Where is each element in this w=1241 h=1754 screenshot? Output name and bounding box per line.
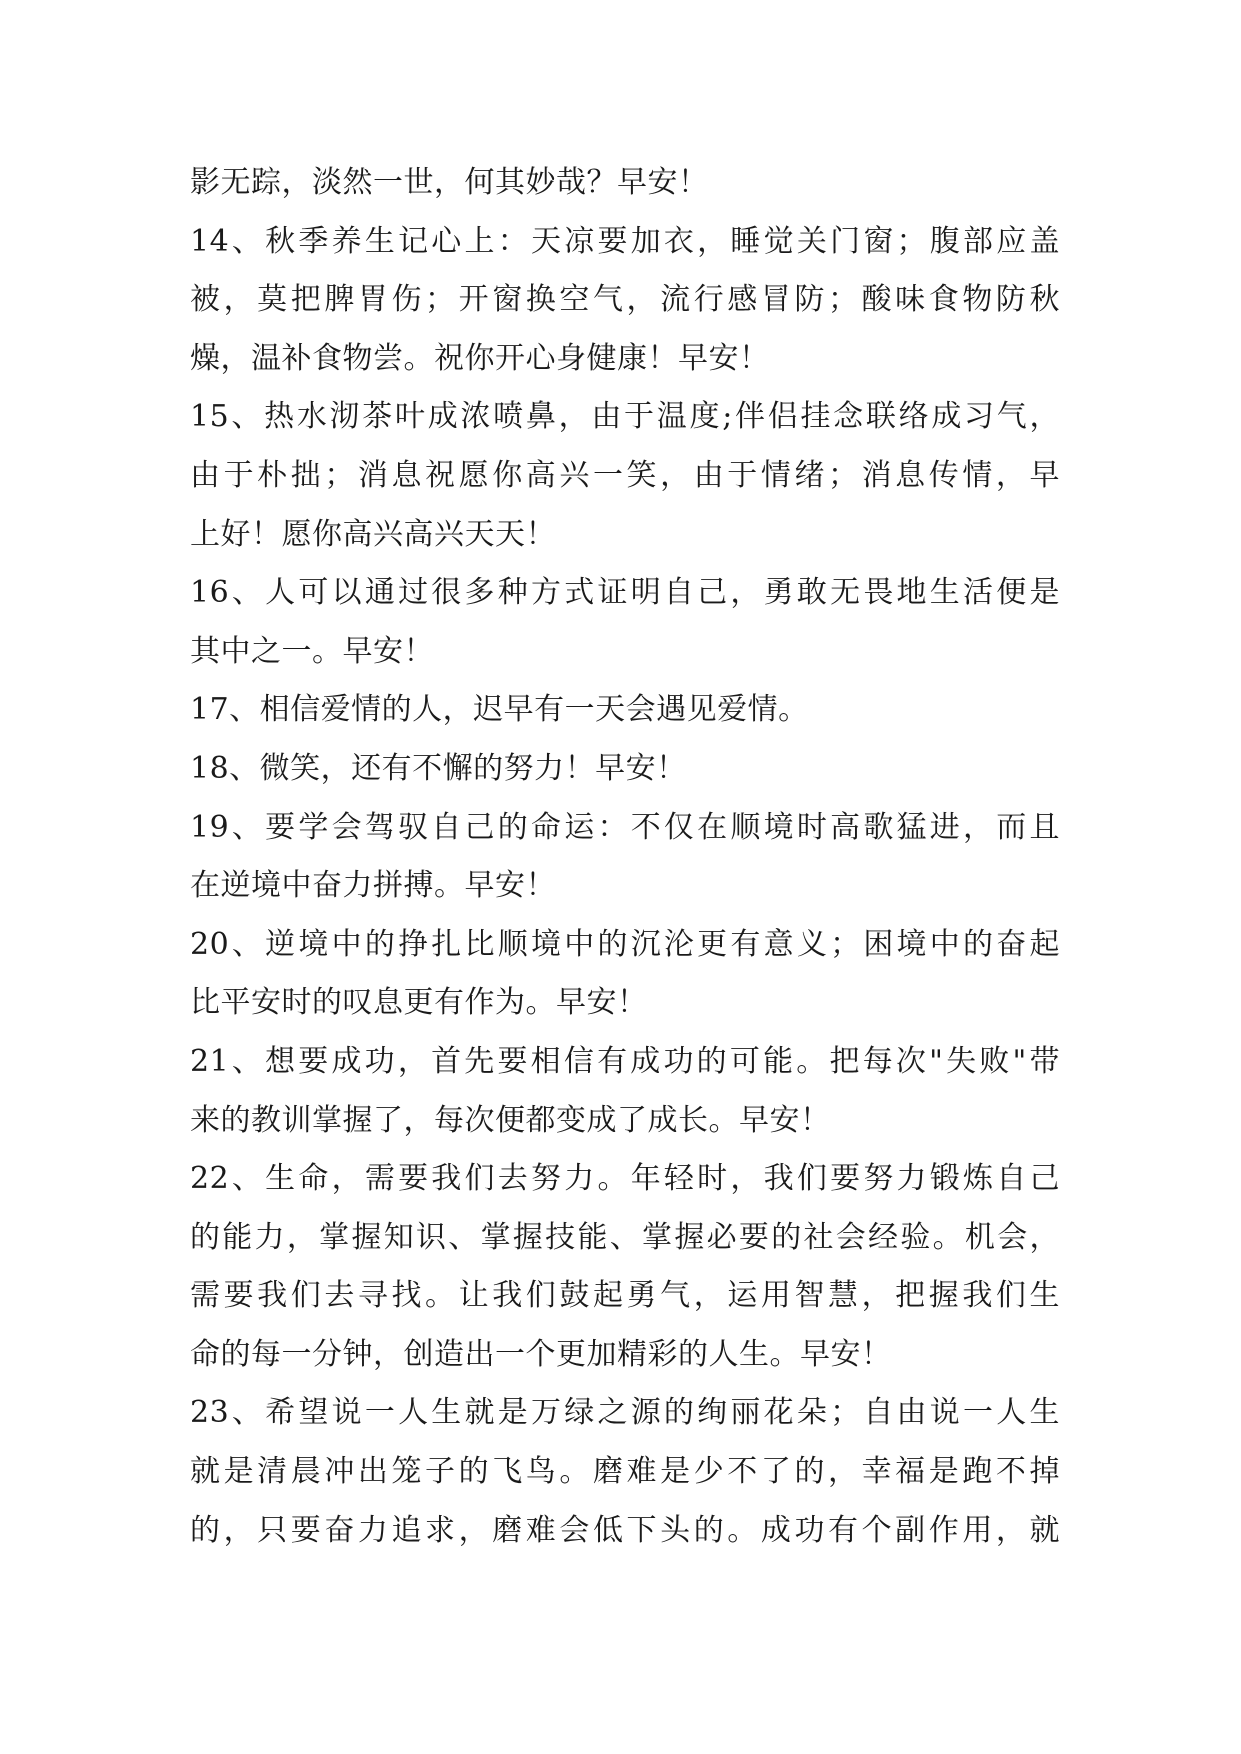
text-line: 影无踪，淡然一世，何其妙哉？早安！ — [190, 165, 709, 200]
text-line: 比平安时的叹息更有作为。早安！ — [190, 985, 648, 1021]
text-line: 20、逆境中的挣扎比顺境中的沉沦更有意义；困境中的奋起 — [190, 926, 1060, 962]
text-line: 被，莫把脾胃伤；开窗换空气，流行感冒防；酸味食物防秋 — [190, 282, 1060, 318]
text-line: 就是清晨冲出笼子的飞鸟。磨难是少不了的，幸福是跑不掉 — [190, 1454, 1060, 1490]
text-line: 15、热水沏茶叶成浓喷鼻，由于温度;伴侣挂念联络成习气， — [190, 399, 1060, 435]
text-line: 由于朴拙；消息祝愿你高兴一笑，由于情绪；消息传情，早 — [190, 457, 1060, 493]
text-line: 21、想要成功，首先要相信有成功的可能。把每次"失败"带 — [190, 1043, 1060, 1079]
text-line: 19、要学会驾驭自己的命运：不仅在顺境时高歌猛进，而且 — [190, 809, 1060, 845]
text-line: 上好！愿你高兴高兴天天！ — [190, 516, 556, 552]
text-line: 的能力，掌握知识、掌握技能、掌握必要的社会经验。机会， — [190, 1219, 1060, 1255]
text-line: 18、微笑，还有不懈的努力！早安！ — [190, 750, 687, 786]
text-line: 命的每一分钟，创造出一个更加精彩的人生。早安！ — [190, 1336, 892, 1372]
text-line: 其中之一。早安！ — [190, 633, 434, 669]
text-line: 14、秋季养生记心上：天凉要加衣，睡觉关门窗；腹部应盖 — [190, 223, 1060, 259]
text-line: 16、人可以通过很多种方式证明自己，勇敢无畏地生活便是 — [190, 575, 1060, 611]
text-line: 17、相信爱情的人，迟早有一天会遇见爱情。 — [190, 692, 809, 728]
text-line: 的，只要奋力追求，磨难会低下头的。成功有个副作用，就 — [190, 1512, 1060, 1548]
text-line: 燥，温补食物尝。祝你开心身健康！早安！ — [190, 340, 770, 376]
text-line: 22、生命，需要我们去努力。年轻时，我们要努力锻炼自己 — [190, 1161, 1060, 1197]
document-body — [190, 154, 1060, 1560]
text-line: 23、希望说一人生就是万绿之源的绚丽花朵；自由说一人生 — [190, 1395, 1060, 1431]
text-line: 需要我们去寻找。让我们鼓起勇气，运用智慧，把握我们生 — [190, 1278, 1060, 1314]
text-line: 来的教训掌握了，每次便都变成了成长。早安！ — [190, 1102, 831, 1138]
text-line: 在逆境中奋力拼搏。早安！ — [190, 868, 556, 904]
